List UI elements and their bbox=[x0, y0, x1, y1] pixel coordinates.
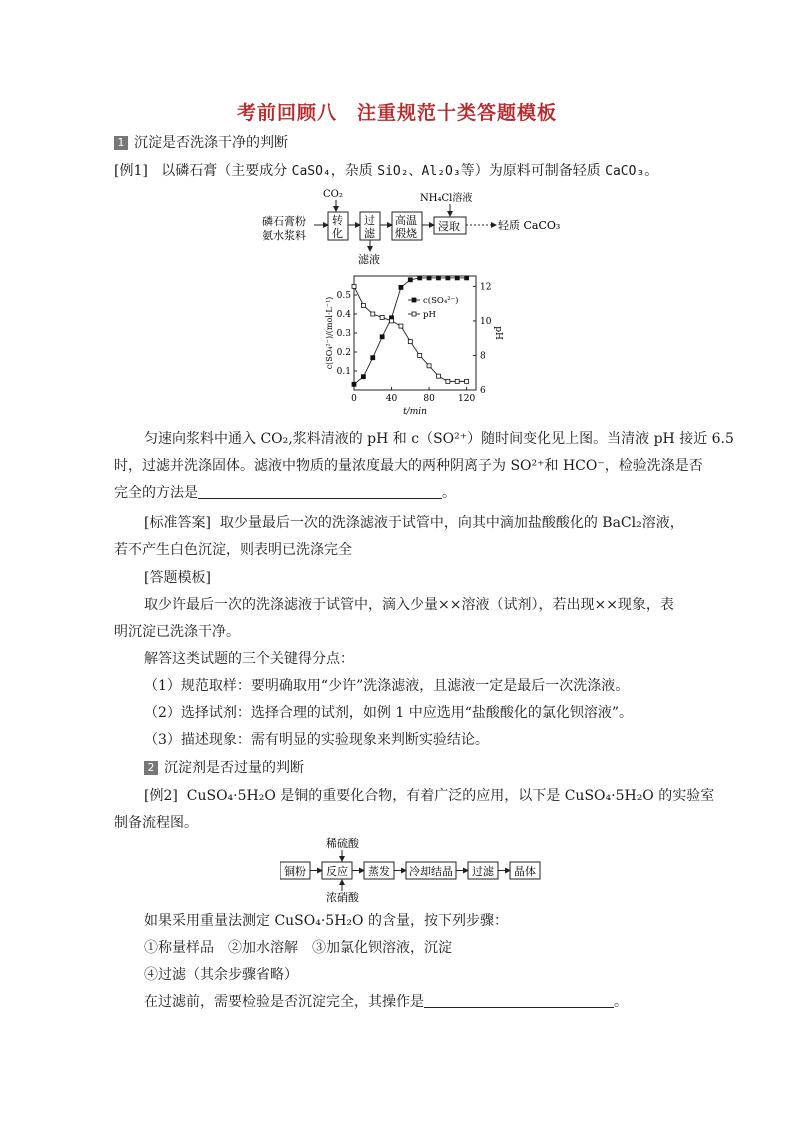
so4-point bbox=[455, 276, 459, 280]
example1-intro-a: 以磷石膏（主要成分 bbox=[161, 163, 292, 179]
y-left-tick-label: 0.3 bbox=[336, 329, 351, 339]
flow1-step1b: 化 bbox=[332, 227, 343, 240]
example1-tag: [例1] bbox=[114, 163, 148, 179]
example2-line1: CuSO₄·5H₂O 是铜的重要化合物，有着广泛的应用，以下是 CuSO₄·5H₂O 的实验室 bbox=[186, 788, 715, 804]
example2-tag: [例2] bbox=[144, 788, 178, 804]
example1-p1: 匀速向浆料中通入 CO₂,浆料清液的 pH 和 c（SO²⁺）随时间变化见上图。当清液 pH 接近 6.5 bbox=[144, 431, 734, 447]
ph-point bbox=[361, 303, 365, 307]
answer-blank-1[interactable] bbox=[198, 484, 442, 499]
key-point-3: （3）描述现象：需有明显的实验现象来判断实验结论。 bbox=[144, 732, 489, 748]
legend-marker bbox=[412, 298, 416, 302]
so4-point bbox=[371, 356, 375, 360]
flow2-box-label: 反应 bbox=[326, 865, 348, 878]
example1-p2: 时，过滤并洗涤固体。滤液中物质的量浓度最大的两种阴离子为 SO²⁺和 HCO⁻，检验洗涤是否 bbox=[114, 458, 703, 474]
legend-label: c(SO₄²⁻) bbox=[423, 296, 459, 306]
example1-intro-b: CaSO₄ bbox=[291, 164, 331, 179]
key-point-2: （2）选择试剂：选择合理的试剂，如例 1 中应选用“盐酸酸化的氯化钡溶液”。 bbox=[144, 705, 634, 721]
y-right-axis-label: pH bbox=[493, 326, 503, 340]
example1-intro-c: ，杂质 bbox=[330, 163, 378, 179]
ph-point bbox=[352, 284, 356, 288]
flow1-step1a: 转 bbox=[332, 214, 343, 227]
x-tick-label: 80 bbox=[423, 394, 435, 404]
flow1-step2b: 滤 bbox=[364, 227, 375, 240]
section1-heading: 沉淀是否洗涤干净的判断 bbox=[134, 135, 288, 151]
flow1-input1: 磷石膏粉 bbox=[262, 215, 306, 228]
flow1-step2a: 过 bbox=[364, 214, 375, 227]
ph-point bbox=[380, 315, 384, 319]
y-left-tick-label: 0.2 bbox=[336, 348, 351, 358]
chart-frame bbox=[354, 276, 476, 390]
flow1-nh4cl: NH₄Cl溶液 bbox=[420, 193, 473, 204]
y-right-tick-label: 8 bbox=[480, 351, 486, 362]
flow1-step4: 浸取 bbox=[438, 220, 460, 233]
example2-q4: 在过滤前，需要检验是否沉淀完全，其操作是 bbox=[144, 994, 424, 1010]
series-line-so4 bbox=[354, 278, 467, 384]
ph-point bbox=[465, 379, 469, 383]
example1-p3-end: 。 bbox=[442, 485, 456, 501]
ph-point bbox=[390, 319, 394, 323]
example2-q3: ④过滤（其余步骤省略） bbox=[144, 967, 298, 983]
example1-intro-f: CaCO₃ bbox=[605, 164, 645, 179]
flow1-filtrate: 滤液 bbox=[358, 253, 380, 266]
example1-intro-e: 等）为原料可制备轻质 bbox=[460, 163, 606, 179]
page-title: 考前回顾八 注重规范十类答题模板 bbox=[236, 102, 557, 124]
so4-point bbox=[465, 276, 469, 280]
ph-point bbox=[408, 340, 412, 344]
flow2-box-label: 蒸发 bbox=[368, 865, 390, 878]
so4-point bbox=[427, 276, 431, 280]
keys-intro: 解答这类试题的三个关键得分点： bbox=[144, 651, 354, 667]
so4-point bbox=[399, 285, 403, 289]
section2-heading: 沉淀剂是否过量的判断 bbox=[164, 760, 304, 776]
ph-point bbox=[399, 324, 403, 328]
x-tick-label: 40 bbox=[385, 394, 398, 404]
example2-q1: 如果采用重量法测定 CuSO₄·5H₂O 的含量，按下列步骤： bbox=[144, 913, 508, 929]
example2-line1-row bbox=[144, 785, 714, 807]
flow-diagram-1 bbox=[260, 185, 600, 267]
y-left-tick-label: 0.1 bbox=[336, 367, 351, 377]
std-answer-tag: [标准答案] bbox=[144, 515, 211, 531]
example1-intro-d: SiO₂、Al₂O₃ bbox=[377, 164, 461, 179]
ph-point bbox=[418, 353, 422, 357]
example2-q4-row bbox=[144, 991, 714, 1013]
template-text1: 取少许最后一次的洗涤滤液于试管中，滴入少量××溶液（试剂），若出现××现象，表 bbox=[144, 597, 674, 613]
flow1-step3b: 煅烧 bbox=[395, 227, 417, 240]
flow2-box-label: 过滤 bbox=[472, 865, 494, 878]
flow2-box-label: 铜粉 bbox=[284, 865, 306, 878]
ph-point bbox=[371, 312, 375, 316]
example1-p3-row bbox=[114, 482, 684, 504]
section1-number: 1 bbox=[114, 136, 128, 150]
y-left-axis-label: c(SO₄²⁻)/(mol·L⁻¹) bbox=[325, 296, 334, 370]
so4-point bbox=[436, 276, 440, 280]
x-axis-label: t/min bbox=[403, 407, 427, 417]
ph-point bbox=[446, 379, 450, 383]
std-answer-text1: 取少量最后一次的洗涤滤液于试管中，向其中滴加盐酸酸化的 BaCl₂溶液， bbox=[219, 515, 684, 531]
chart-so4-ph bbox=[318, 270, 518, 420]
flow2-bottom-reagent: 浓硝酸 bbox=[326, 891, 359, 904]
example2-q4-end: 。 bbox=[614, 994, 628, 1010]
flow1-product: 轻质 CaCO₃ bbox=[498, 219, 561, 232]
answer-blank-2[interactable] bbox=[424, 993, 614, 1008]
example1-intro bbox=[114, 160, 684, 183]
flow2-top-reagent: 稀硫酸 bbox=[326, 837, 359, 850]
flow2-box-label: 晶体 bbox=[514, 865, 536, 878]
so4-point bbox=[418, 276, 422, 280]
key-point-1: （1）规范取样：要明确取用“少许”洗涤滤液，且滤液一定是最后一次洗涤液。 bbox=[144, 678, 630, 694]
flow1-co2: CO₂ bbox=[323, 189, 343, 200]
x-tick-label: 120 bbox=[458, 394, 476, 404]
so4-point bbox=[408, 278, 412, 282]
section2-number: 2 bbox=[144, 761, 158, 775]
section1-heading-row bbox=[114, 132, 684, 154]
flow2-box-label: 冷却结晶 bbox=[409, 865, 453, 878]
template-tag: [答题模板] bbox=[144, 570, 211, 586]
flow-diagram-2 bbox=[280, 835, 550, 905]
y-right-tick-label: 6 bbox=[480, 386, 486, 396]
example2-q2: ①称量样品 ②加水溶解 ③加氯化钡溶液，沉淀 bbox=[144, 940, 452, 956]
flow1-step3a: 高温 bbox=[395, 214, 417, 227]
so4-point bbox=[352, 382, 356, 386]
flow1-input2: 氨水浆料 bbox=[262, 229, 306, 242]
example1-p3: 完全的方法是 bbox=[114, 485, 198, 501]
so4-point bbox=[361, 375, 365, 379]
so4-point bbox=[446, 276, 450, 280]
y-right-tick-label: 10 bbox=[480, 316, 492, 327]
ph-point bbox=[455, 379, 459, 383]
template-text2: 明沉淀已洗涤干净。 bbox=[114, 624, 240, 640]
ph-point bbox=[436, 374, 440, 378]
std-answer-row1 bbox=[144, 512, 714, 534]
y-right-tick-label: 12 bbox=[480, 282, 492, 293]
example2-line2: 制备流程图。 bbox=[114, 815, 198, 831]
so4-point bbox=[380, 335, 384, 339]
std-answer-text2: 若不产生白色沉淀，则表明已洗涤完全 bbox=[114, 542, 352, 558]
example1-intro-g: 。 bbox=[644, 163, 659, 179]
section2-heading-row bbox=[144, 757, 714, 779]
ph-point bbox=[427, 364, 431, 368]
x-tick-label: 0 bbox=[351, 394, 357, 404]
y-left-tick-label: 0.5 bbox=[336, 291, 351, 301]
legend-label: pH bbox=[423, 310, 436, 320]
y-left-tick-label: 0.4 bbox=[336, 310, 351, 320]
legend-marker bbox=[412, 312, 416, 316]
